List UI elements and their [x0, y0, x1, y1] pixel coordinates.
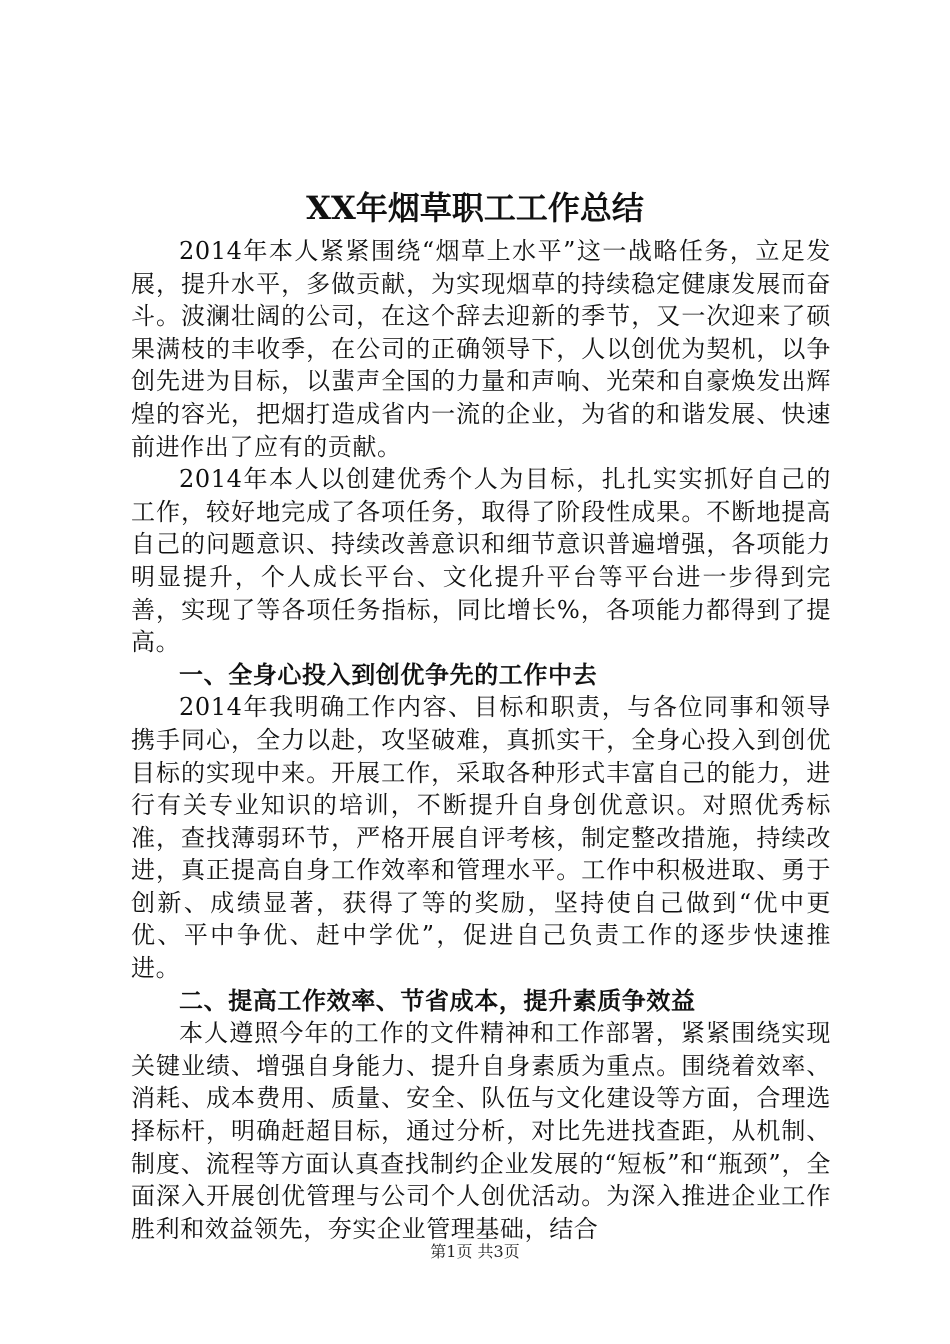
paragraph-section-2: 本人遵照今年的工作的文件精神和工作部署，紧紧围绕实现关键业绩、增强自身能力、提升自身素质为重点。围绕着效率、消耗、成本费用、质量、安全、队伍与文化建设等方面，合理选择标杆，明确赶超目标，通过分析，对比先进找查距，从机制、制度、流程等方面认真查找制约企业发展的“短板”和“瓶颈”，全面深入开展创优管理与公司个人创优活动。为深入推进企业工作胜利和效益领先，夯实企业管理基础，结合: [131, 1019, 831, 1243]
paragraph-section-1: 2014年我明确工作内容、目标和职责，与各位同事和领导携手同心，全力以赴，攻坚破难，真抓实干，全身心投入到创优目标的实现中来。开展工作，采取各种形式丰富自己的能力，进行有关专业知识的培训，不断提升自身创优意识。对照优秀标准，查找薄弱环节，严格开展自评考核，制定整改措施，持续改进，真正提高自身工作效率和管理水平。工作中积极进取、勇于创新、成绩显著，获得了等的奖励，坚持使自己做到“优中更优、平中争优、赶中学优”，促进自己负责工作的逐步快速推进。: [131, 693, 831, 983]
paragraph-intro: 2014年本人紧紧围绕“烟草上水平”这一战略任务，立足发展，提升水平，多做贡献，为实现烟草的持续稳定健康发展而奋斗。波澜壮阔的公司，在这个辞去迎新的季节，又一次迎来了硕果满枝的丰收季，在公司的正确领导下，人以创优为契机，以争创先进为目标，以蜚声全国的力量和声响、光荣和自豪焕发出辉煌的容光，把烟打造成省内一流的企业，为省的和谐发展、快速前进作出了应有的贡献。: [131, 237, 831, 461]
page-number-footer: 第1页 共3页: [430, 1242, 520, 1261]
section-heading-1: 一、全身心投入到创优争先的工作中去: [179, 659, 598, 689]
paragraph-goals: 2014年本人以创建优秀个人为目标，扎扎实实抓好自己的工作，较好地完成了各项任务，取得了阶段性成果。不断地提高自己的问题意识、持续改善意识和细节意识普遍增强，各项能力明显提升，个人成长平台、文化提升平台等平台进一步得到完善，实现了等各项任务指标，同比增长%，各项能力都得到了提高。: [131, 465, 831, 657]
section-heading-2: 二、提高工作效率、节省成本，提升素质争效益: [179, 985, 696, 1015]
document-title: XX年烟草职工工作总结: [306, 189, 644, 227]
document-body: [131, 235, 831, 1245]
